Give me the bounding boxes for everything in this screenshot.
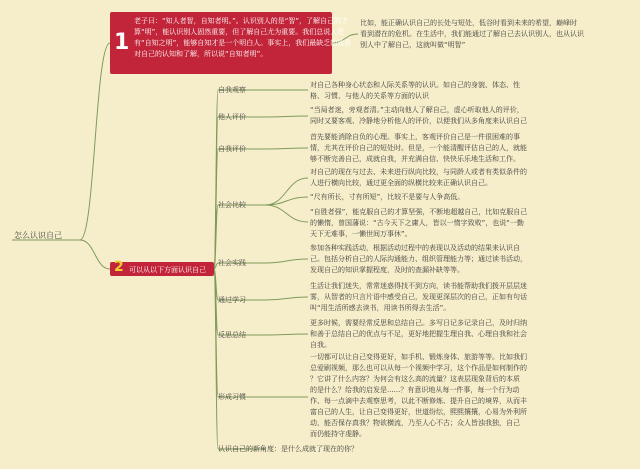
branch-self-evaluation: 自我评价 (218, 145, 246, 153)
root-topic: 怎么认识自己 (14, 231, 62, 240)
topic-1-line: 老子曰：“知人者智，自知者明。”。认识别人的是“智”，了解自己的才 (134, 17, 349, 25)
leaf-line: 对自己的现在与过去、未来进行纵向比较，与同龄人或者有类似条件的 (310, 168, 527, 176)
connector-branch-leaf (265, 297, 308, 300)
leaf-line: 格、习惯、与他人的关系等方面的认识 (310, 92, 429, 100)
branch-habit: 形成习惯 (218, 393, 246, 401)
leaf-line: 叫“用生活所感去读书，用读书所得去生活”。 (310, 304, 451, 312)
topic-1-note-line: 看到潜在的危机。在生活中，我们能通过了解自己去认识别人，也从认识 (360, 30, 584, 38)
leaf-line: 发现自己的知识掌握程度，及时的查漏补缺等等。 (310, 266, 464, 274)
topic-1-note (360, 18, 584, 51)
leaf-line: 雾，从智者的只言片语中感受自己，发现更深层次的自己，正如有句话 (310, 293, 527, 301)
leaf-line: 富自己的人生，让自己变得更好，世道纷纭，熙熙攘攘，心易为外利所 (310, 408, 527, 416)
leaf-line: 同时又要客观、冷静地分析他人的评价，以便我们从多角度来认识自己 (310, 117, 527, 125)
topic-1-note-line: 别人中了解自己，这就叫做“明智” (360, 41, 466, 49)
leaf-line: 参加各种实践活动，根据活动过程中的表现以及活动的结果来认识自 (310, 244, 520, 252)
leaf-line: 生活让我们迷失，常常迷惑得找不到方向，读书能帮助我们拨开层层迷 (310, 282, 527, 290)
leaf-line: 作、每一点滴中去观察思考，以此不断修炼、提升自己的境界，从而丰 (310, 397, 527, 405)
connector-branch-leaf (265, 205, 308, 222)
leaf-line: 情，尤其在评价自己的短处时。但是，一个能清醒评估自己的人，就能 (310, 144, 527, 152)
topic-2-number: 2 (114, 259, 124, 275)
connector-branch-leaf (265, 259, 308, 263)
topic-1-note-line: 比如，能正确认识自己的长处与短处，低谷时看到未来的希望，巅峰时 (360, 19, 577, 27)
leaf-line: “尺有所长，寸有所短”，比较不是要与人争高低。 (310, 193, 465, 201)
connector-branch-leaf (265, 334, 308, 335)
leaf-line: 人进行横向比较，通过更全面的纵横比较来正确认识自己。 (310, 179, 492, 187)
leaf-line: 首先要能消除自负的心理。事实上，客观评价自己是一件很困难的事 (310, 133, 520, 141)
branch-self-observation: 自我观察 (218, 86, 246, 94)
leaf-learning (310, 281, 527, 314)
leaf-line: “当局者迷，旁观者清。”主动向他人了解自己，虚心听取他人的评价， (310, 106, 524, 114)
topic-1-box (110, 12, 352, 74)
leaf-social-comparison-1 (310, 167, 527, 189)
leaf-line: ？它讲了什么内容？为何会有这么高的流量？这表层现象背后的本质 (310, 375, 520, 383)
leaf-social-comparison-2 (310, 192, 464, 203)
branch-new-angle: 认识自己的新角度：是什么成就了现在的你？ (218, 445, 358, 453)
topic-1-line: 对自己的认知和了解，所以说“自知者明”。 (134, 50, 268, 58)
connector-branch-leaf (265, 116, 308, 117)
leaf-line: 一切都可以让自己变得更好，如手机、锻炼身体、旅游等等。比如我们 (310, 353, 527, 361)
leaf-line: 的是什么？给我的启发是......？有意识地从每一件事，每一个行为动 (310, 386, 520, 394)
topic-2-label: 可以从以下方面认识自己 (129, 266, 206, 274)
leaf-line: 和善于总结自己的优点与不足，更好地把握生理自我、心理自我和社会 (310, 330, 527, 338)
leaf-self-observation (310, 80, 520, 102)
leaf-line: 对自己各种身心状态和人际关系等的认识。如自己的身貌、体态、性 (310, 81, 520, 89)
leaf-social-practice (310, 243, 527, 276)
connector-root-topic1 (80, 43, 110, 240)
branch-learning: 通过学习 (218, 296, 246, 304)
topic-1-line: 有“自知之明”，能够自知才是一个明白人。事实上，我们最缺乏的就是 (134, 39, 352, 47)
branch-reflection: 反思总结 (218, 331, 246, 339)
leaf-line: 天下无难事，一懒世间万事休”。 (310, 230, 412, 238)
branch-others-evaluation: 他人评价 (218, 113, 246, 121)
branch-social-practice: 社会实践 (218, 259, 246, 267)
leaf-self-evaluation (310, 132, 527, 165)
leaf-others-evaluation (310, 105, 527, 127)
leaf-line: 总爱刷视频，那么也可以从每一个视频中学习，这个作品是如何制作的 (310, 364, 527, 372)
leaf-habit (310, 352, 527, 440)
branch-social-comparison: 社会比较 (218, 201, 246, 209)
leaf-line: 自我。 (310, 341, 331, 349)
topic-1-text (134, 16, 351, 60)
connector-root-topic2 (80, 240, 110, 269)
leaf-line: 动，能否保存真我？物欲横流，乃至人心不古；众人皆浊我独，自己 (310, 419, 520, 427)
leaf-line: 而仍能持守虔静。 (310, 430, 366, 438)
leaf-line: 够不断完善自己，成就自我，并充满自信、快快乐乐地生活和工作。 (310, 155, 520, 163)
leaf-line: 更多时候，需要经常反思和总结自己。多写日记多记录自己，及时归纳 (310, 319, 527, 327)
topic-1-line: 算“明”，能认识别人固然重要，但了解自己尤为重要。我们总说人贵 (134, 28, 345, 36)
leaf-line: 的懒惰，曾国藩说：“古今天下之庸人，皆以一惰字致败”，也说“一勤 (310, 219, 524, 227)
leaf-line: 己。包括分析自己的人际沟通能力、组织管理能力等；通过读书活动， (310, 255, 527, 263)
topic-1-number: 1 (114, 30, 130, 55)
leaf-reflection (310, 318, 527, 351)
topic-2-box (110, 259, 214, 276)
leaf-social-comparison-3 (310, 207, 527, 240)
leaf-line: “自胜者强”，能克服自己的才算坚强，不断地超越自己，比如克服自己 (310, 208, 528, 216)
connector-branch-leaf (265, 148, 308, 149)
